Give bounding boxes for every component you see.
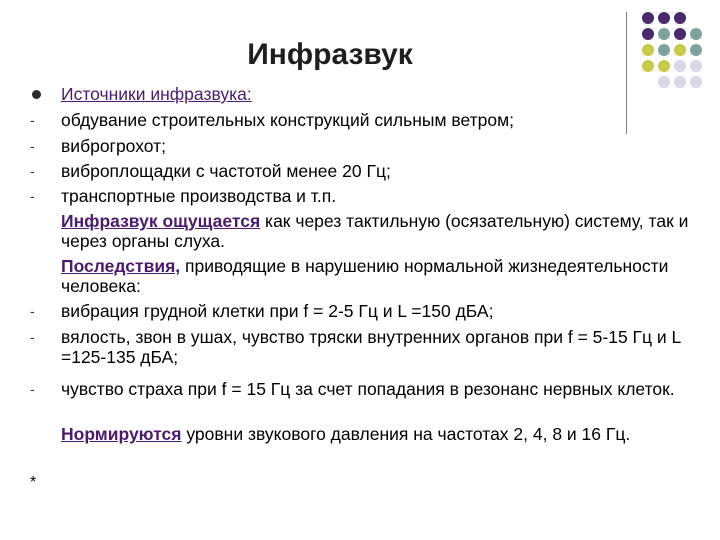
text-line [30,161,692,181]
text-line [30,186,692,206]
star-marker: * [30,474,37,491]
dash-marker: - [30,188,35,204]
decorative-dot [690,28,702,40]
decorative-dot [674,12,686,24]
text-line [30,379,692,399]
text-line [30,211,692,251]
decorative-dot [642,12,654,24]
dash-marker: - [30,303,35,319]
decorative-dot [658,44,670,56]
dash-marker: - [30,138,35,154]
decorative-dot [642,60,654,72]
text-line [30,424,692,444]
text-line [30,110,692,130]
text-line [30,136,692,156]
highlighted-term: Нормируются [61,424,182,444]
dash-marker: - [30,112,35,128]
decorative-dot [674,60,686,72]
highlighted-term: : [246,84,252,104]
decorative-dot [674,44,686,56]
line-text: виброгрохот; [61,136,166,156]
line-text: виброплощадки с частотой менее 20 Гц; [61,161,391,181]
line-text: вибрация грудной клетки при f = 2-5 Гц и L =150 дБА; [61,301,494,321]
dash-marker: - [30,163,35,179]
slide-title: Инфразвук [247,38,413,71]
decorative-dot [690,60,702,72]
line-text: вялость, звон в ушах, чувство тряски внутренних органов при f = 5-15 Гц и L =125-135 дБА; [61,327,681,367]
line-text: чувство страха при f = 15 Гц за счет попадания в резонанс нервных клеток. [61,379,675,399]
line-text: уровни звукового давления на частотах 2, 4, 8 и 16 Гц. [181,424,631,444]
decorative-dot [658,28,670,40]
line-text: обдувание строительных конструкций сильным ветром; [61,110,514,130]
decorative-dot [642,28,654,40]
dash-marker: - [30,329,35,345]
text-line [30,256,692,296]
line-text: транспортные производства и т.п. [61,186,337,206]
text-line [30,327,692,367]
line-text: приводящие в нарушению нормальной жизнедеятельности человека: [61,256,669,296]
line-text: как через тактильную (осязательную) систему, так и через органы слуха. [61,211,689,251]
highlighted-term: Инфразвук ощущается [61,211,261,231]
decorative-dot [658,60,670,72]
decorative-dot [674,28,686,40]
decorative-dot [642,44,654,56]
decorative-dot [658,12,670,24]
text-line [30,84,692,104]
decorative-dot [690,44,702,56]
highlighted-term: Последствия, [61,256,181,276]
text-line [30,301,692,321]
highlighted-term: Источники инфразвука [61,84,247,104]
dash-marker: - [30,381,35,397]
